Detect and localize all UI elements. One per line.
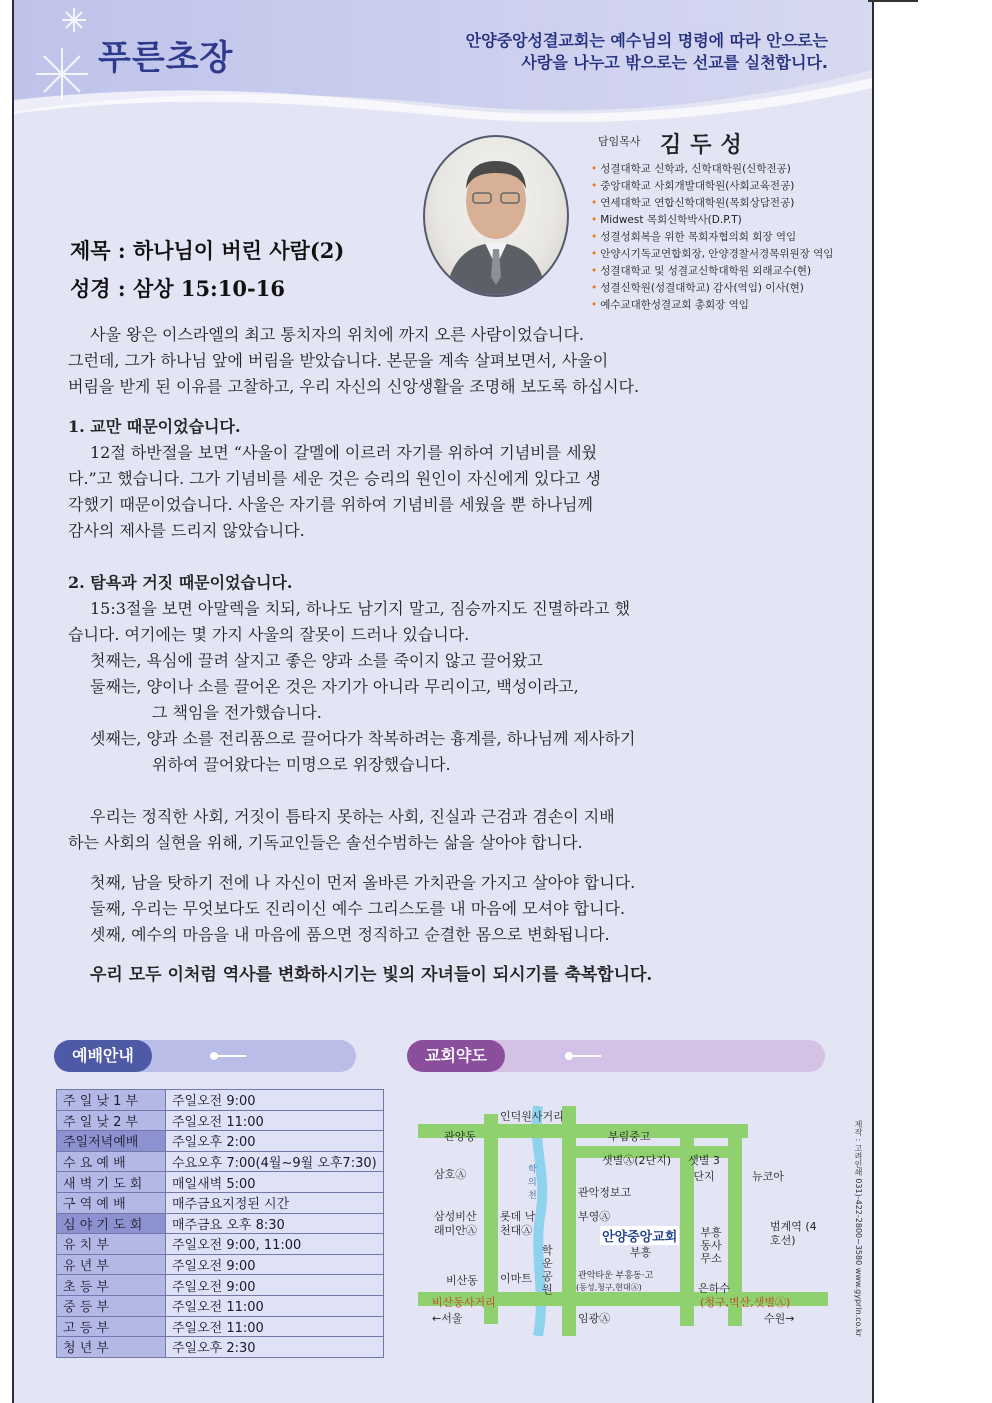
map-label: (동성,청구,현대Ⓐ) [576, 1283, 642, 1292]
map-label: 이마트 [500, 1272, 532, 1285]
map-label: 삼호Ⓐ [434, 1168, 467, 1181]
credential-item [591, 212, 833, 229]
service-time: 주일오전 9:00, 11:00 [166, 1234, 384, 1255]
map-label: 학의천 [528, 1165, 537, 1201]
map-label: 샛별 3단지 [688, 1154, 720, 1183]
credential-text: 중앙대학교 사회개발대학원(사회교육전공) [600, 180, 795, 192]
credential-item [591, 297, 833, 314]
service-name: 주일저녁예배 [57, 1131, 166, 1152]
credential-text: 성결대학교 및 성결교신학대학원 외래교수(현) [600, 265, 812, 277]
map-church-marker: 안양중앙교회 [600, 1226, 679, 1245]
service-name: 구 역 예 배 [57, 1192, 166, 1213]
service-time: 수요오후 7:00(4월~9월 오후7:30) [166, 1151, 384, 1172]
point-2-line: 습니다. 여기에는 몇 가지 사울의 잘못이 드러나 있습니다. [68, 625, 470, 644]
schedule-row [57, 1110, 384, 1131]
application-line: 우리는 정직한 사회, 거짓이 틈타지 못하는 사회, 진실과 근검과 겸손이 지배 [90, 807, 615, 826]
sermon-scripture: 성경 : 삼상 15:10-16 [70, 276, 285, 301]
header [14, 0, 872, 120]
bullet-icon: • [591, 282, 598, 294]
bullet-icon: • [591, 248, 598, 260]
bullet-icon: • [591, 163, 598, 175]
service-time: 주일오전 11:00 [166, 1295, 384, 1316]
service-name: 고 등 부 [57, 1316, 166, 1337]
map-label: 부흥 [630, 1246, 652, 1259]
point-2-list-item: 첫째는, 욕심에 끌려 살지고 좋은 양과 소를 죽이지 않고 끌어왔고 [90, 651, 543, 670]
map-label: 학운 공원 [542, 1244, 553, 1296]
point-2-list-item: 둘째는, 양이나 소를 끌어온 것은 자기가 아니라 무리이고, 백성이라고, [90, 677, 579, 696]
pastor-name: 김두성 [660, 132, 751, 158]
service-name: 유 치 부 [57, 1234, 166, 1255]
service-name: 심 야 기 도 회 [57, 1213, 166, 1234]
printer-credit: 제작 : 고려인쇄 031)-422-2800~3580 www.gyprin.co.kr [854, 1120, 863, 1337]
point-1-heading: 1. 교만 때문이었습니다. [68, 417, 241, 436]
map-label: 비산동사거리 [432, 1296, 496, 1309]
closing-blessing: 우리 모두 이처럼 역사를 변화하시기는 빛의 자녀들이 되시기를 축복합니다. [90, 965, 653, 985]
map-label: 인덕원사거리 [500, 1110, 564, 1123]
schedule-row [57, 1090, 384, 1111]
map-label: 관악타운 부흥동·고 [578, 1271, 654, 1281]
bulletin-page [12, 0, 874, 1403]
credential-text: 성결대학교 신학과, 신학대학원(신학전공) [600, 163, 791, 175]
intro-line: 사울 왕은 이스라엘의 최고 통치자의 위치에 까지 오른 사람이었습니다. [90, 325, 584, 344]
map-label: 부흥 동사 무소 [700, 1226, 722, 1265]
credential-text: 안양시기독교연합회장, 안양경찰서경목위원장 역임 [600, 248, 834, 260]
schedule-row [57, 1172, 384, 1193]
point-1-line: 12절 하반절을 보면 “사울이 갈멜에 이르러 자기를 위하여 기념비를 세웠 [90, 443, 598, 462]
worship-schedule-table [56, 1089, 384, 1358]
map-label: 범계역 (4호선) [770, 1220, 817, 1247]
schedule-row [57, 1131, 384, 1152]
church-map-label: 교회약도 [407, 1040, 505, 1072]
schedule-row [57, 1275, 384, 1296]
service-time: 매주금요지정된 시간 [166, 1192, 384, 1213]
credential-text: 성결성회복을 위한 목회자협의회 회장 역임 [600, 231, 797, 243]
schedule-row [57, 1316, 384, 1337]
pastor-role: 담임목사 [598, 135, 641, 148]
service-time: 주일오전 9:00 [166, 1275, 384, 1296]
bullet-icon: • [591, 299, 598, 311]
resolution-line: 첫째, 남을 탓하기 전에 나 자신이 먼저 올바른 가치관을 가지고 살아야 합니다. [90, 873, 636, 892]
service-name: 수 요 예 배 [57, 1151, 166, 1172]
intro-line: 버림을 받게 된 이유를 고찰하고, 우리 자신의 신앙생활을 조명해 보도록 하십시다. [68, 377, 640, 396]
service-time: 주일오전 11:00 [166, 1316, 384, 1337]
schedule-row [57, 1234, 384, 1255]
map-label: 뉴코아 [752, 1170, 784, 1183]
map-label: 롯데 낙천대Ⓐ [500, 1210, 536, 1237]
service-name: 중 등 부 [57, 1295, 166, 1316]
credential-item [591, 178, 833, 195]
service-time: 주일오전 11:00 [166, 1110, 384, 1131]
service-time: 매일새벽 5:00 [166, 1172, 384, 1193]
church-motto [466, 30, 828, 74]
map-label: 수원→ [764, 1312, 795, 1325]
application-line: 하는 사회의 실현을 위해, 기독교인들은 솔선수범하는 삶을 살아야 합니다. [68, 833, 583, 852]
service-time: 주일오전 9:00 [166, 1090, 384, 1111]
map-label: 부영Ⓐ [578, 1210, 611, 1223]
bulletin-brand-title: 푸른초장 [98, 38, 234, 78]
service-name: 초 등 부 [57, 1275, 166, 1296]
worship-guide-header [54, 1040, 356, 1072]
arrow-line-icon [214, 1055, 246, 1057]
pastor-credentials [591, 161, 833, 314]
worship-guide-label: 예배안내 [54, 1040, 152, 1072]
intro-line: 그런데, 그가 하나님 앞에 버림을 받았습니다. 본문을 계속 살펴보면서, 사울이 [68, 351, 609, 370]
map-label: ←서울 [432, 1312, 463, 1325]
church-location-map [418, 1106, 828, 1336]
schedule-row [57, 1151, 384, 1172]
service-time: 매주금요 오후 8:30 [166, 1213, 384, 1234]
service-name: 청 년 부 [57, 1337, 166, 1358]
credential-item [591, 161, 833, 178]
credential-text: 연세대학교 연합신학대학원(목회상담전공) [600, 197, 795, 209]
bullet-icon: • [591, 180, 598, 192]
bullet-icon: • [591, 231, 598, 243]
bullet-icon: • [591, 214, 598, 226]
point-2-list-item: 셋째는, 양과 소를 전리품으로 끌어다가 착복하려는 흉계를, 하나님께 제사하기 [90, 729, 636, 748]
bullet-icon: • [591, 197, 598, 209]
point-2-line: 15:3절을 보면 아말렉을 치되, 하나도 남기지 말고, 짐승까지도 진멸하라고 했 [90, 599, 631, 618]
service-name: 주 일 낮 1 부 [57, 1090, 166, 1111]
schedule-row [57, 1213, 384, 1234]
service-name: 새 벽 기 도 회 [57, 1172, 166, 1193]
schedule-row [57, 1295, 384, 1316]
bullet-icon: • [591, 265, 598, 277]
map-label: 부림중고 [608, 1130, 651, 1143]
map-label: 비산동 [446, 1274, 478, 1287]
point-2-list-item: 그 책임을 전가했습니다. [152, 703, 322, 722]
map-label: 삼성비산 래미안Ⓐ [434, 1210, 477, 1237]
credential-item [591, 195, 833, 212]
sermon-heading [70, 232, 344, 308]
service-name: 주 일 낮 2 부 [57, 1110, 166, 1131]
credential-item [591, 280, 833, 297]
corner-line [868, 0, 918, 2]
resolution-line: 셋째, 예수의 마음을 내 마음에 품으면 정직하고 순결한 몸으로 변화됩니다. [90, 925, 610, 944]
schedule-row [57, 1337, 384, 1358]
sermon-body [68, 322, 810, 988]
schedule-row [57, 1254, 384, 1275]
point-2-list-item: 위하여 끌어왔다는 미명으로 위장했습니다. [152, 755, 451, 774]
service-time: 주일오후 2:30 [166, 1337, 384, 1358]
map-label: (청구,벽산,샛별Ⓐ) [700, 1296, 791, 1309]
point-1-line: 각했기 때문이었습니다. 사울은 자기를 위하여 기념비를 세웠을 뿐 하나님께 [68, 495, 593, 514]
motto-line-2: 사랑을 나누고 밖으로는 선교를 실천합니다. [521, 53, 828, 72]
pastor-photo [423, 135, 569, 297]
credential-item [591, 246, 833, 263]
arrow-line-icon [569, 1055, 601, 1057]
credential-text: Midwest 목회신학박사(D.P.T) [600, 214, 742, 226]
point-1-line: 감사의 제사를 드리지 않았습니다. [68, 521, 305, 540]
credential-text: 예수교대한성결교회 총회장 역임 [600, 299, 749, 311]
resolution-line: 둘째, 우리는 무엇보다도 진리이신 예수 그리스도를 내 마음에 모셔야 합니다. [90, 899, 626, 918]
sermon-title: 제목 : 하나님이 버린 사람(2) [70, 238, 345, 263]
map-label: 은하수 [698, 1282, 730, 1295]
credential-item [591, 263, 833, 280]
point-2-heading: 2. 탐욕과 거짓 때문이었습니다. [68, 573, 293, 592]
church-map-header [407, 1040, 825, 1072]
map-label: 임광Ⓐ [578, 1312, 611, 1325]
schedule-row [57, 1192, 384, 1213]
service-time: 주일오후 2:00 [166, 1131, 384, 1152]
map-label: 샛별Ⓐ(2단지) [602, 1154, 672, 1167]
map-label: 관양동 [444, 1130, 476, 1143]
point-1-line: 다.”고 했습니다. 그가 기념비를 세운 것은 승리의 원인이 자신에게 있다고 생 [68, 469, 601, 488]
motto-line-1: 안양중앙성결교회는 예수님의 명령에 따라 안으로는 [465, 31, 828, 50]
map-label: 관악정보고 [578, 1186, 632, 1199]
credential-item [591, 229, 833, 246]
credential-text: 성결신학원(성결대학교) 감사(역임) 이사(현) [600, 282, 804, 294]
service-time: 주일오전 9:00 [166, 1254, 384, 1275]
service-name: 유 년 부 [57, 1254, 166, 1275]
